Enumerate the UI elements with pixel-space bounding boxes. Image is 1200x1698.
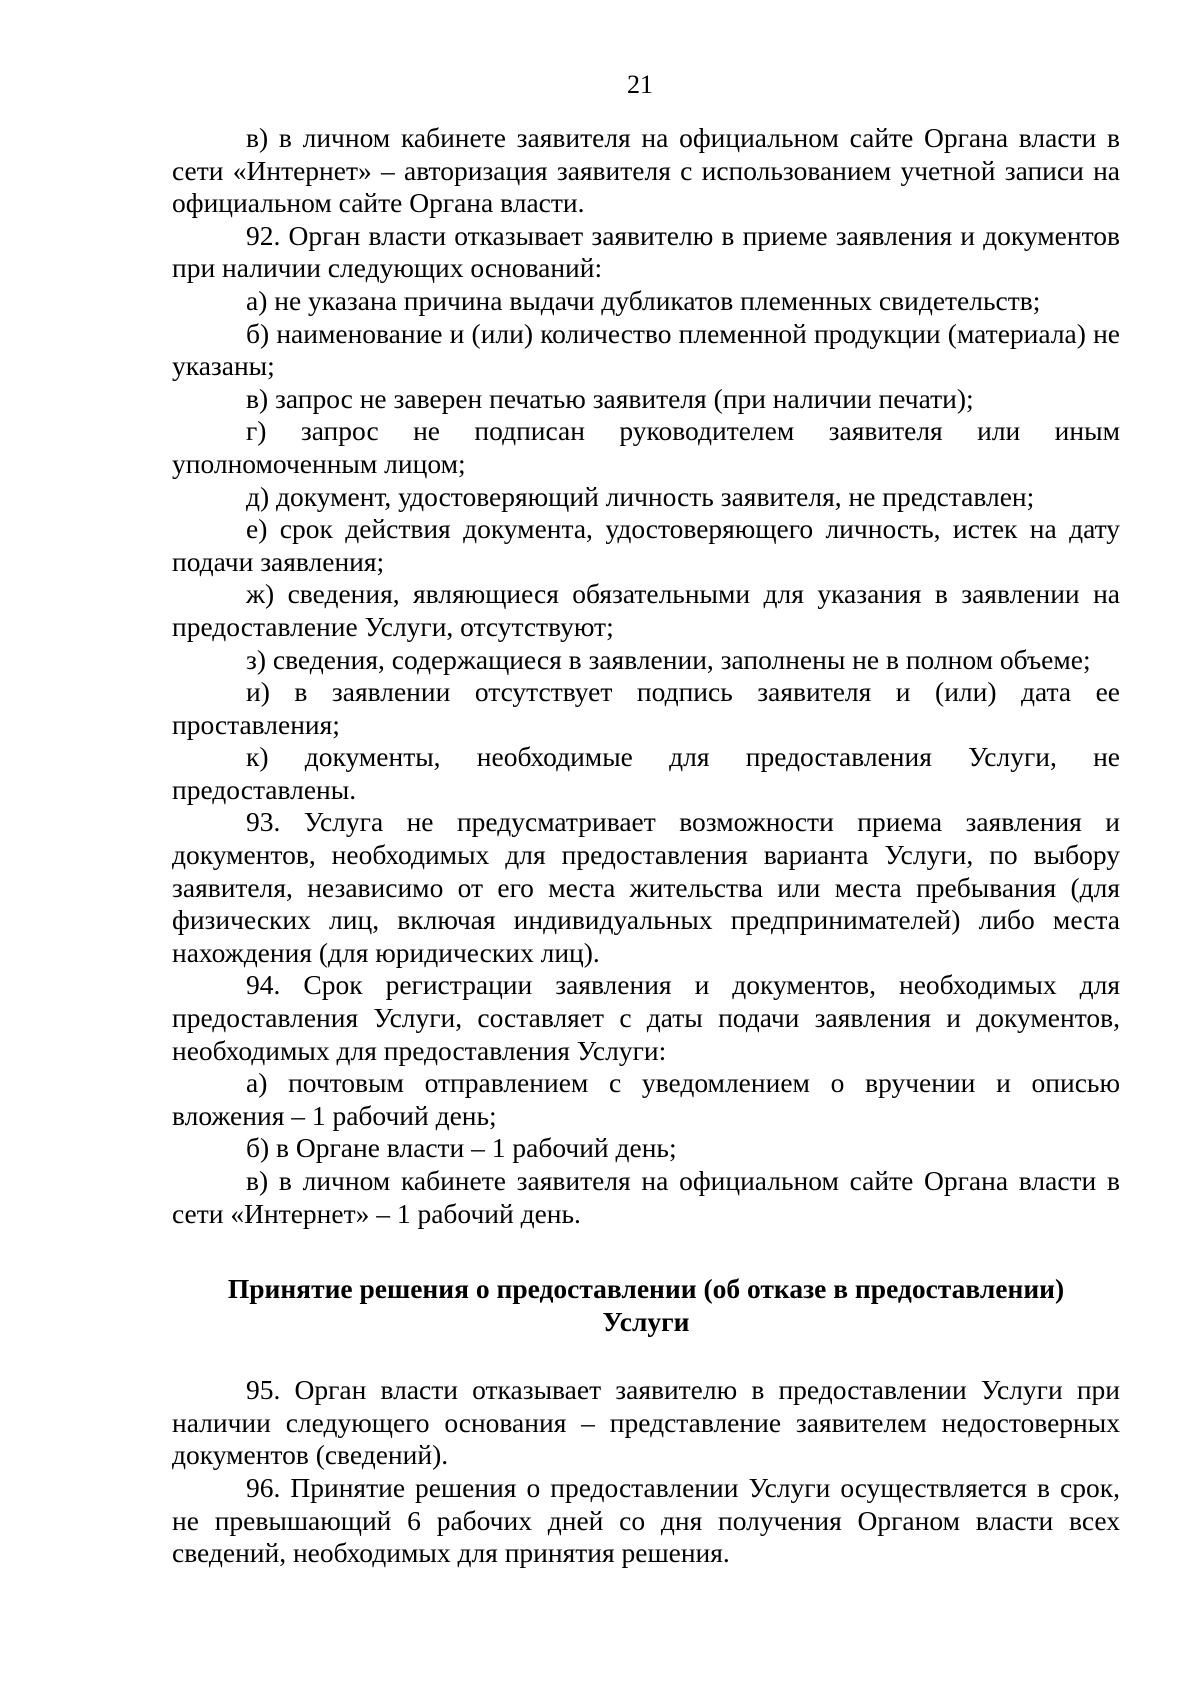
paragraph-96: 96. Принятие решения о предоставлении Услуги осуществляется в срок, не превышающий 6 рабочих дней со дня получения Органом власти всех сведений, необходимых для принятия решения. — [172, 1471, 1120, 1569]
term-item-a: а) почтовым отправлением с уведомлением о вручении и описью вложения – 1 рабочий день; — [172, 1067, 1120, 1131]
term-item-b: б) в Органе власти – 1 рабочий день; — [246, 1132, 677, 1164]
list-item-a: а) не указана причина выдачи дубликатов племенных свидетельств; — [246, 284, 1041, 316]
list-item-i: и) в заявлении отсутствует подпись заявителя и (или) дата ее проставления; — [172, 676, 1120, 740]
paragraph-92: 92. Орган власти отказывает заявителю в приеме заявления и документов при наличии следующих оснований: — [172, 219, 1120, 284]
list-item-g: г) запрос не подписан руководителем заявителя или иным уполномоченным лицом; — [172, 415, 1120, 479]
section-heading — [172, 1272, 1120, 1338]
list-item-b: б) наименование и (или) количество племенной продукции (материала) не указаны; — [172, 317, 1120, 382]
section-heading-line-2: Услуги — [602, 1306, 690, 1338]
list-item-z: з) сведения, содержащиеся в заявлении, заполнены не в полном объеме; — [246, 643, 1091, 675]
paragraph-item-v-personal-account: в) в личном кабинете заявителя на официальном сайте Органа власти в сети «Интернет» – авторизация заявителя с использованием учетной записи на официальном сайте Органа власти. — [172, 122, 1120, 219]
paragraph-93: 93. Услуга не предусматривает возможности приема заявления и документов, необходимых для предоставления варианта Услуги, по выбору заявителя, независимо от его места жительства или места пребывания (для физических лиц, включая индивидуальных предпринимателей) либо места нахождения (для юридических лиц). — [172, 806, 1120, 968]
paragraph-94: 94. Срок регистрации заявления и документов, необходимых для предоставления Услуги, составляет с даты подачи заявления и документов, необходимых для предоставления Услуги: — [172, 969, 1120, 1066]
list-item-v: в) запрос не заверен печатью заявителя (при наличии печати); — [246, 382, 974, 414]
list-item-e: е) срок действия документа, удостоверяющего личность, истек на дату подачи заявления; — [172, 513, 1120, 577]
paragraph-95: 95. Орган власти отказывает заявителю в предоставлении Услуги при наличии следующего основания – представление заявителем недостоверных документов (сведений). — [172, 1374, 1120, 1471]
list-item-zh: ж) сведения, являющиеся обязательными для указания в заявлении на предоставление Услуги, отсутствуют; — [172, 578, 1120, 642]
list-item-k: к) документы, необходимые для предоставления Услуги, не предоставлены. — [172, 741, 1120, 805]
page-number: 21 — [627, 70, 653, 99]
document-body — [172, 122, 1120, 1570]
term-item-v: в) в личном кабинете заявителя на официальном сайте Органа власти в сети «Интернет» – 1 рабочий день. — [172, 1165, 1120, 1229]
section-heading-line-1: Принятие решения о предоставлении (об отказе в предоставлении) — [227, 1273, 1065, 1305]
list-item-d: д) документ, удостоверяющий личность заявителя, не представлен; — [246, 480, 1035, 512]
